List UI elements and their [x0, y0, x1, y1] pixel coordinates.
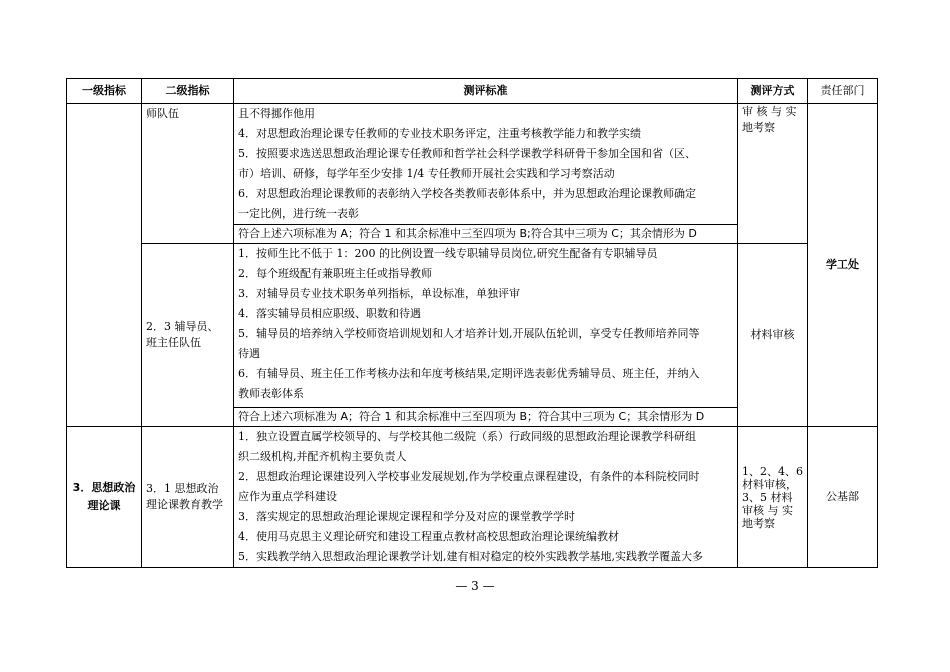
header-method: 测评方式: [738, 79, 808, 104]
criteria-line: 5．实践教学纳入思想政治理论课教学计划,建有相对稳定的校外实践教学基地,实践教学覆盖大多: [238, 550, 703, 563]
criteria-line: 一定比例，进行统一表彰: [238, 207, 359, 220]
criteria-line: 2．思想政治理论课建设列入学校事业发展规划,作为学校重点课程建设，有条件的本科院校同时: [238, 470, 700, 483]
section-b-method: 材料审核: [738, 244, 808, 427]
section-b-summary: 符合上述六项标准为 A；符合 1 和其余标准中三至四项为 B；符合其中三项为 C；其余情形为 D: [234, 408, 738, 427]
section-a-level2: 师队伍: [142, 104, 234, 244]
evaluation-table: [66, 78, 878, 568]
criteria-line: 5．按照要求选送思想政治理论课专任教师和哲学社会科学课教学科研骨干参加全国和省（区、: [238, 147, 696, 160]
section-c-row: [67, 427, 878, 568]
section-b-level2: 2．3 辅导员、班主任队伍: [142, 244, 234, 427]
criteria-line: 4．使用马克思主义理论研究和建设工程重点教材高校思想政治理论课统编教材: [238, 530, 619, 543]
criteria-line: 4．对思想政治理论课专任教师的专业技术职务评定，注重考核教学能力和教学实绩: [238, 127, 641, 140]
section-ab-department: [808, 104, 878, 427]
section-b-criteria-row: [67, 244, 878, 408]
header-level1: 一级指标: [67, 79, 142, 104]
criteria-line: 4．落实辅导员相应职级、职数和待遇: [238, 307, 421, 320]
section-c-criteria: [234, 427, 738, 568]
criteria-line: 2．每个班级配有兼职班主任或指导教师: [238, 267, 432, 280]
header-criteria: 测评标准: [234, 79, 738, 104]
section-a-criteria-row: [67, 104, 878, 225]
section-c-level2: 3．1 思想政治理论课教育教学: [142, 427, 234, 568]
criteria-line: 市）培训、研修，每学年至少安排 1/4 专任教师开展社会实践和学习考察活动: [238, 167, 615, 180]
criteria-line: 1．按师生比不低于 1：200 的比例设置一线专职辅导员岗位,研究生配备有专职辅导员: [238, 247, 658, 260]
section-a-method: 审 核 与 实 地考察: [738, 104, 808, 244]
section-c-level1: 3．思想政治理论课: [67, 427, 142, 568]
criteria-line: 且不得挪作他用: [238, 107, 315, 120]
section-a-criteria: [234, 104, 738, 225]
department-label: 学工处: [826, 258, 859, 271]
criteria-line: 织二级机构,并配齐机构主要负责人: [238, 450, 407, 463]
criteria-line: 待遇: [238, 347, 260, 360]
criteria-line: 1．独立设置直属学校领导的、与学校其他二级院（系）行政同级的思想政治理论课教学科研组: [238, 430, 696, 443]
criteria-line: 3．落实规定的思想政治理论课规定课程和学分及对应的课堂教学学时: [238, 510, 575, 523]
section-c-method: 1、2、4、6 材料审核，3、5 材料审核 与 实 地考察: [738, 427, 808, 568]
level1-cell-empty: [67, 104, 142, 427]
criteria-line: 6．对思想政治理论课教师的表彰纳入学校各类教师表彰体系中，并为思想政治理论课教师确定: [238, 187, 696, 200]
section-a-summary: 符合上述六项标准为 A；符合 1 和其余标准中三至四项为 B;符合其中三项为 C；其余情形为 D: [234, 225, 738, 244]
section-c-department: 公基部: [808, 427, 878, 568]
header-level2: 二级指标: [142, 79, 234, 104]
page-number: — 3 —: [455, 579, 495, 593]
criteria-line: 教师表彰体系: [238, 387, 304, 400]
section-b-criteria: [234, 244, 738, 408]
header-department: 责任部门: [808, 79, 878, 104]
criteria-line: 应作为重点学科建设: [238, 490, 337, 503]
criteria-line: 3．对辅导员专业技术职务单列指标，单设标准，单独评审: [238, 287, 520, 300]
header-row: [67, 79, 878, 104]
criteria-line: 5．辅导员的培养纳入学校师资培训规划和人才培养计划,开展队伍轮训，享受专任教师培养同等: [238, 327, 700, 340]
criteria-line: 6．有辅导员、班主任工作考核办法和年度考核结果,定期评选表彰优秀辅导员、班主任，并纳入: [238, 367, 700, 380]
